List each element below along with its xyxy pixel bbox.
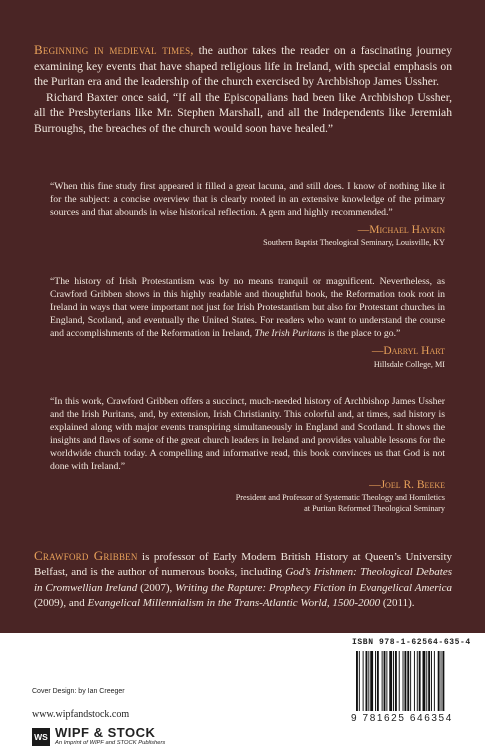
intro-lead: Beginning in medieval times, — [34, 42, 194, 57]
author-bio: Crawford Gribben is professor of Early Modern British History at Queen’s University Belfast, and is the author of numerous books, including God’s Irishmen: Theological Debates in Cromwellian Ireland (2007), Writing the Rapture: Prophecy Fiction in Evangelical America (2009), and Evangelical Millennialism in the Trans-Atlantic World, 1500-2000 (2011). — [34, 548, 453, 610]
endorser-name: —Darryl Hart — [371, 345, 445, 358]
publisher-logo-icon: WS — [32, 728, 50, 746]
publisher-url[interactable]: www.wipfandstock.com — [32, 709, 130, 720]
cover-design-credit: Cover Design: by Ian Creeger — [32, 688, 125, 695]
endorser-affiliation: Hillsdale College, MI — [373, 359, 445, 369]
endorser-affiliation-2: at Puritan Reformed Theological Seminary — [304, 503, 445, 513]
publisher-imprint: An Imprint of WIPF and STOCK Publishers — [55, 740, 166, 746]
endorsement-attribution — [50, 224, 445, 248]
publisher-name: WIPF & STOCK — [55, 725, 156, 740]
endorsement-beeke — [50, 395, 445, 514]
endorsement-attribution — [50, 345, 445, 369]
book-title: God’s Irishmen: Theological Debates in Cromwellian Ireland — [34, 566, 453, 594]
book-title: Evangelical Millennialism in the Trans-Atlantic World, 1500-2000 — [87, 597, 381, 610]
endorser-name: —Michael Haykin — [357, 224, 445, 237]
isbn-label: ISBN 978-1-62564-635-4 — [352, 638, 471, 647]
endorser-affiliation: President and Professor of Systematic Theology and Homiletics — [235, 492, 445, 502]
endorsement-text: “When this fine study first appeared it filled a great lacuna, and still does. I know of nothing like it for the subject: a concise overview that is clearly rooted in an extensive knowledge of the primary sources and that abounds in wise historical reflection. A gem and highly recommended.” — [50, 181, 445, 219]
cover-footer — [0, 633, 485, 750]
barcode-number: 9 781625 646354 — [351, 713, 453, 724]
endorsement-haykin — [50, 180, 445, 248]
intro-text — [34, 42, 452, 137]
endorser-name: —Joel R. Beeke — [369, 478, 445, 491]
intro-paragraph-2: Richard Baxter once said, “If all the Episcopalians had been like Archbishop Ussher, all the Presbyterians like Mr. Stephen Marshall, and all the Independents like Jeremiah Burroughs, the breaches of the church would soon have healed.” — [34, 90, 452, 135]
author-name: Crawford Gribben — [34, 548, 138, 563]
intro-paragraph-1: Beginning in medieval times, the author takes the reader on a fascinating journey examining key events that have shaped religious life in Ireland, with special emphasis on the Puritan era and the leadership of the church exercised by Archbishop James Ussher. — [34, 42, 452, 89]
book-title: Writing the Rapture: Prophecy Fiction in Evangelical America — [175, 581, 452, 594]
endorsement-text: “The history of Irish Protestantism was by no means tranquil or magnificent. Nevertheless, as Crawford Gribben shows in this highly readable and thoughtful book, the Reformation took root in Ireland in ways that were important not just for Irish Protestantism but also for Protestant churches in England, Scotland, and eventually the United States. For readers who want to understand the course and accomplishments of the Reformation in Ireland, The Irish Puritans is the place to go.” — [50, 276, 445, 340]
endorsement-attribution — [50, 479, 445, 514]
barcode-icon — [355, 651, 473, 711]
endorsement-text: “In this work, Crawford Gribben offers a succinct, much-needed history of Archbishop James Ussher and the Irish Puritans, and, by extension, Irish Christianity. This colorful and, at times, sad history is explained along with major events transpiring simultaneously in England and Scotland. It shows the insights and flaws of some of the great church leaders in Ireland and provides valuable lessons for the worldwide church today. A compelling and informative read, this book convinces us that God is not done with Ireland.” — [50, 396, 445, 473]
endorsement-hart — [50, 275, 445, 370]
endorser-affiliation: Southern Baptist Theological Seminary, Louisville, KY — [263, 238, 445, 248]
